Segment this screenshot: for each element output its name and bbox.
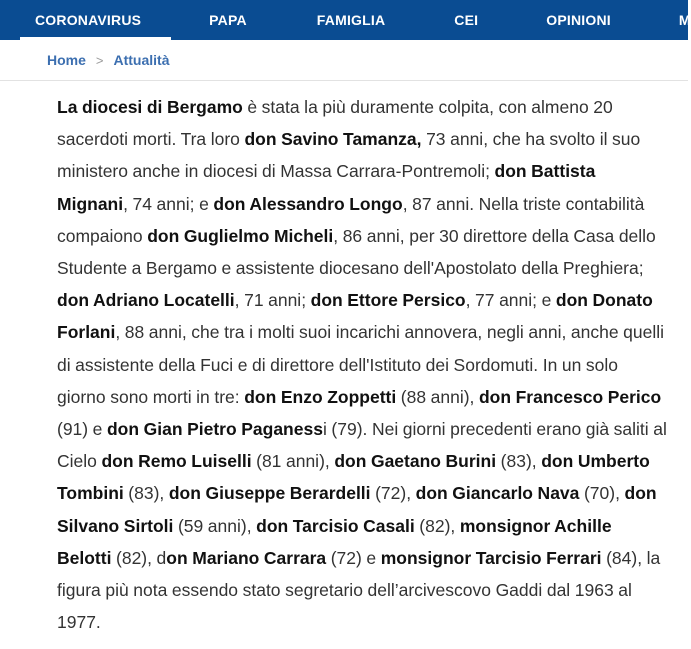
bold-name: don Adriano Locatelli: [57, 290, 235, 311]
top-navigation: [0, 0, 691, 40]
text-segment: (82),: [414, 515, 460, 536]
text-segment: è stata la più duramente colpita, con almeno 20 sacerdoti morti. Tra loro: [57, 97, 613, 150]
bold-name: don Giuseppe Berardelli: [168, 483, 371, 504]
text-segment: , 71 anni;: [234, 290, 311, 311]
nav-item-truncated[interactable]: M: [678, 12, 691, 28]
text-segment: (88 anni),: [396, 386, 479, 407]
text-segment: (84), la figura più nota essendo stato segretario dell’arcivescovo Gaddi dal 1963 al 1977.: [57, 547, 661, 633]
text-segment: (83),: [123, 483, 169, 504]
text-segment: , 87 anni. Nella triste contabilità compaiono: [57, 193, 645, 246]
bold-name: La diocesi di Bergamo: [57, 97, 243, 117]
text-segment: (83),: [496, 451, 542, 472]
bold-name: don Giancarlo Nava: [415, 483, 580, 504]
bold-name: don Donato Forlani: [57, 290, 653, 343]
text-segment: (82), d: [111, 547, 167, 568]
bold-name: don Battista Mignani: [57, 161, 596, 214]
bold-name: don Francesco Perico: [478, 386, 662, 407]
bold-name: don Savino Tamanza,: [244, 129, 422, 150]
article-body: [0, 81, 688, 638]
bold-name: don Alessandro Longo: [213, 193, 403, 214]
text-segment: (59 anni),: [173, 515, 257, 536]
text-segment: (70),: [579, 483, 625, 504]
bold-name: don Enzo Zoppetti: [244, 386, 397, 407]
article-paragraph: [57, 91, 668, 638]
bold-name: don Guglielmo Micheli: [147, 225, 334, 246]
bold-name: don Gian Pietro Paganess: [106, 419, 323, 440]
bold-name: don Ettore Persico: [310, 290, 466, 311]
nav-item-coronavirus[interactable]: CORONAVIRUS: [0, 0, 171, 40]
text-segment: (72),: [370, 483, 416, 504]
breadcrumb-current-link[interactable]: Attualità: [113, 52, 170, 68]
text-segment: , 77 anni; e: [465, 290, 556, 311]
text-segment: (91) e: [57, 419, 107, 440]
bold-name: don Umberto Tombini: [57, 451, 650, 504]
bold-name: on Mariano Carrara: [166, 547, 327, 568]
nav-item-opinioni[interactable]: OPINIONI: [546, 12, 611, 28]
breadcrumb: [0, 40, 688, 81]
bold-name: don Tarcisio Casali: [256, 515, 415, 536]
bold-name: don Gaetano Burini: [334, 451, 497, 472]
text-segment: i (79). Nei giorni precedenti erano già saliti al Cielo: [57, 419, 667, 472]
bold-name: don Silvano Sirtoli: [57, 483, 657, 536]
text-segment: (81 anni),: [251, 451, 335, 472]
text-segment: , 88 anni, che tra i molti suoi incarichi annovera, negli anni, anche quelli di assistente della Fuci e di direttore dell'Istituto dei Sordomuti. In un solo giorno sono morti in tre:: [57, 322, 664, 407]
nav-item-papa[interactable]: PAPA: [209, 12, 247, 28]
text-segment: (72) e: [326, 547, 381, 568]
bold-name: monsignor Tarcisio Ferrari: [380, 547, 602, 568]
bold-name: don Remo Luiselli: [101, 451, 252, 472]
text-segment: , 86 anni, per 30 direttore della Casa dello Studente a Bergamo e assistente diocesano dell'Apostolato della Preghiera;: [57, 225, 656, 279]
bold-name: monsignor Achille Belotti: [57, 515, 612, 568]
nav-item-cei[interactable]: CEI: [454, 12, 479, 28]
text-segment: , 74 anni; e: [123, 193, 214, 214]
breadcrumb-home-link[interactable]: Home: [47, 52, 86, 68]
text-segment: 73 anni, che ha svolto il suo ministero anche in diocesi di Massa Carrara-Pontremoli;: [57, 129, 641, 182]
breadcrumb-separator: >: [95, 52, 104, 68]
nav-item-famiglia[interactable]: FAMIGLIA: [316, 12, 386, 28]
